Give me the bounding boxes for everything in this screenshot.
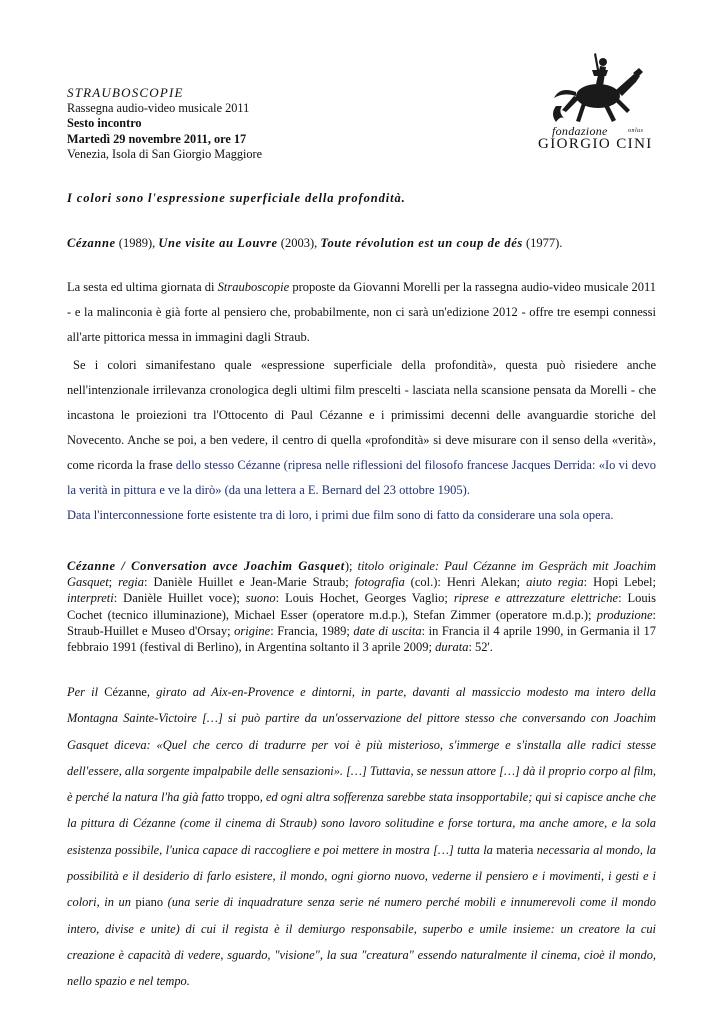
logo-onlus-text: onlus [628,128,644,134]
series-title: STRAUBOSCOPIE [67,85,184,100]
excerpt-part-1: Per il [67,685,105,699]
credits-label-interpreti: interpreti [67,591,114,606]
event-header [67,85,262,163]
fondazione-cini-logo [536,46,664,158]
credits-label-regia: regia [118,575,145,590]
credits-value-suono: : Louis Hochet, Georges Vaglio; [275,591,454,606]
p2-text-a: Se i colori simanifestano quale «espressione superficiale della profondità», questa può risiedere anche nell'intenzionale irrilevanza cronologica degli ultimi film prescelti - lasciata nella scansione pensata da Morelli - che incastona le proiezioni tra l'Ottocento di Paul Cézanne e i primissimi decenni delle avanguardie storiche del Novecento. Anche se poi, a ben vedere, il centro di quella «profondità» si deve misurare con il senso della «verità», come ricorda la frase [67,358,656,472]
credits-label-riprese: riprese e attrezzature elettriche [453,591,619,606]
logo-name-text: GIORGIO CINI [538,136,653,152]
excerpt-part-5: (una serie di inquadrature senza serie né numero perché mobili e innumerevoli come il mondo intero, divise e unite) di cui il regista è il demiurgo responsabile, superbo e umile insieme: un creatore la cui creazione è capacità di vedere, sguardo, "visione", la sua "creatura" essendo naturalmente il cinema, cioè il mondo, nello spazio e nel tempo. [67,895,656,989]
film-list [67,236,562,251]
horseman-emblem-icon [536,46,664,126]
intro-paragraph-2 [67,353,656,503]
logo-fondazione-text: fondazione [552,124,608,138]
credits-label-aiuto-regia: aiuto regia [526,575,584,590]
meeting-number: Sesto incontro [67,116,142,131]
credits-value-origine: : Francia, 1989; [270,623,354,638]
credits-label-origine: origine [234,623,271,638]
intro-paragraph-1 [67,275,656,350]
credits-label-durata: durata [435,640,469,655]
credits-sep: ); [344,559,358,573]
credits-value-date: : in Francia il 4 aprile 1990, in Germania il 17 febbraio 1991 (festival di Berlino), in Argentina soltanto il 3 aprile 2009; [67,623,656,655]
film-3-title: Toute révolution est un coup de dés [320,236,523,250]
series-subtitle: Rassegna audio-video musicale 2011 [67,100,250,115]
p1-text-b: proposte da Giovanni Morelli per la rassegna audio-video musicale 2011 - e la malinconia è già forte al pensiero che, probabilmente, non ci sarà un'edizione 2012 - offre tre esempi connessi all'arte pittorica messa in immagini dagli Straub. [67,280,656,344]
excerpt-part-2: , girato ad Aix-en-Provence e dintorni, in parte, davanti al massiccio modesto ma intero della Montagna Sainte-Victoire […] si può partire da un'osservazione del pittore stesso che conversando con Joachim Gasquet diceva: «Quel che cerco di tradurre per voi è più misterioso, s'immerge e s'installa alle radici stesse dell'essere, alla sorgente impalpabile delle sensazioni». […] Tuttavia, se nessun attore […] dà il proprio corpo al film, è perché la natura l'ha già fatto [67,685,657,805]
film-2-title: Une visite au Louvre [158,236,278,250]
critical-excerpt [67,679,656,995]
film-1-year: (1989), [115,236,159,250]
credits-film-title: Cézanne / Conversation avce Joachim Gasquet [67,559,345,573]
excerpt-roman-4: piano [135,895,164,910]
credits-value-aiuto-regia: : Hopi Lebel; [583,575,656,590]
credits-value-riprese: : Louis Cochet (tecnico illuminazione), Michael Esser (operatore m.d.p.), Stefan Zimmer (operatore m.d.p.); [67,591,656,622]
film-credits [67,558,656,655]
credits-label-titolo: titolo originale [357,559,435,573]
epigraph-quote: I colori sono l'espressione superficiale della profondità. [67,191,406,205]
credits-label-produzione: produzione [596,607,653,622]
excerpt-roman-1: Cézanne [104,685,147,699]
credits-value-regia: : Danièle Huillet e Jean-Marie Straub; [144,575,355,590]
credits-sep-2: ; [108,575,119,590]
credits-value-titolo: : Paul Cézanne im Gespräch mit Joachim Gasquet [67,559,656,590]
film-2-year: (2003), [277,236,321,250]
intro-text [67,275,656,528]
event-place: Venezia, Isola di San Giorgio Maggiore [67,147,263,162]
excerpt-part-4: necessaria al mondo, la possibilità e il desiderio di farlo esistere, il mondo, ogni giorno nuovo, vederne il pensiero e i movimenti, i gesti e i colori, in un [67,842,656,910]
p2-text-quote: dello stesso Cézanne (ripresa nelle riflessioni del filosofo francese Jacques Derrida: «Io vi devo la verità in pittura e ve la dirò» (da una lettera a E. Bernard del 23 ottobre 1905). [67,458,656,497]
credits-label-fotografia: fotografia [354,575,405,590]
excerpt-part-3: , ed ogni altra sofferenza sarebbe stata insopportabile; qui si capisce anche che la pittura di Cézanne (come il cinema di Straub) sono lavoro solitudine e forse tortura, ma anche amore, e la sola esistenza possibile, l'unica capace di raccogliere e poi mettere in mostra […] tutta la [67,790,657,857]
credits-value-produzione: : Straub-Huillet e Museo d'Orsay; [67,607,656,638]
event-date: Martedì 29 novembre 2011, ore 17 [67,131,247,146]
p1-series-name: Strauboscopie [217,280,290,294]
credits-value-interpreti: : Danièle Huillet voce); [113,591,246,606]
film-3-year: (1977). [522,236,563,250]
excerpt-roman-3: materia [496,842,534,857]
excerpt-roman-2: troppo [227,790,260,805]
credits-label-suono: suono [245,591,276,606]
intro-paragraph-3: Data l'interconnessione forte esistente tra di loro, i primi due film sono di fatto da considerare una sola opera. [67,508,614,522]
film-1-title: Cézanne [67,236,116,250]
credits-value-fotografia: (col.): Henri Alekan; [404,575,527,590]
p1-text-a: La sesta ed ultima giornata di [67,280,218,294]
credits-label-date: date di uscita [353,623,422,638]
credits-value-durata: : 52'. [468,640,493,655]
